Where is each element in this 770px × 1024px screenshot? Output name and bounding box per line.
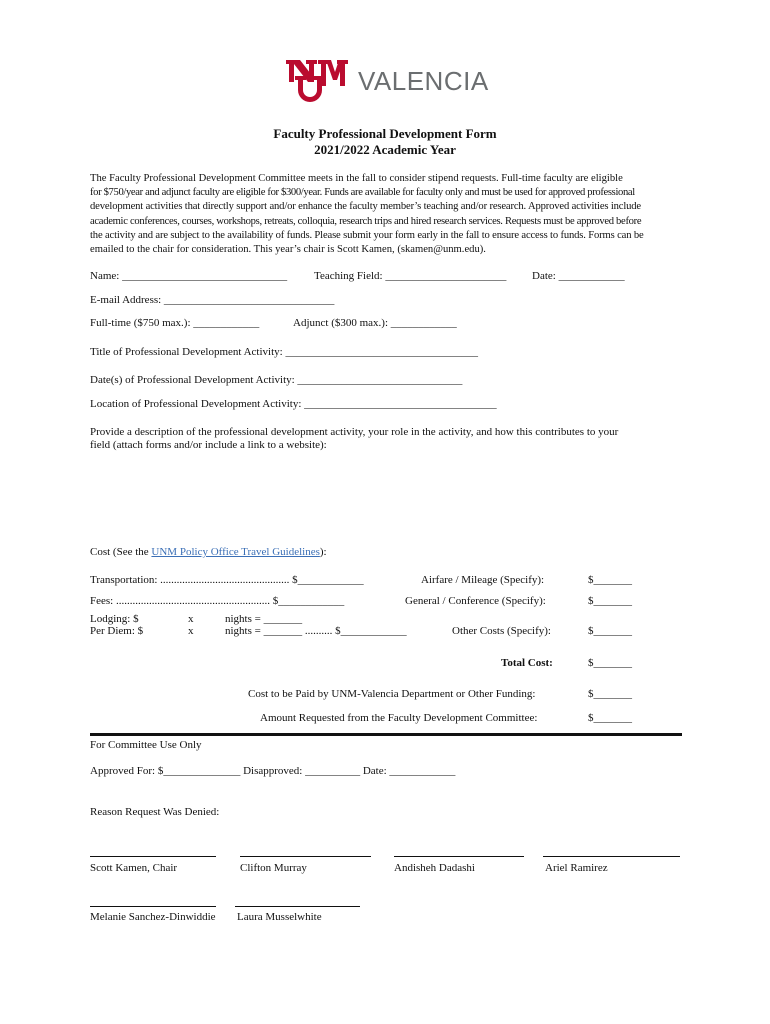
name-field[interactable]: Name: ______________________________ (90, 270, 288, 282)
lodging-nights[interactable]: nights = _______ (225, 613, 303, 625)
section-divider (90, 733, 682, 736)
intro-line: emailed to the chair for consideration. This year’s chair is Scott Kamen, (skamen@unm.edu). (90, 244, 486, 256)
other-label: Other Costs (Specify): (452, 625, 551, 637)
member-name: Scott Kamen, Chair (90, 862, 178, 874)
adjunct-field[interactable]: Adjunct ($300 max.): ____________ (293, 317, 457, 329)
signature-line[interactable] (90, 906, 216, 907)
logo-valencia-text: VALENCIA (358, 65, 489, 96)
general-amount[interactable]: $_______ (588, 595, 632, 607)
dept-funding-label: Cost to be Paid by UNM-Valencia Department or Other Funding: (248, 688, 536, 700)
academic-year: 2021/2022 Academic Year (314, 142, 456, 157)
intro-line: development activities that directly support and/or enhance the faculty member’s teaching and/or research. Approved activities include (90, 201, 641, 213)
cost-heading-prefix: Cost (See the (90, 546, 152, 558)
member-name: Laura Musselwhite (237, 911, 322, 923)
lodging-label[interactable]: Lodging: $ (90, 613, 139, 625)
per-diem-nights[interactable]: nights = _______ .......... $____________ (225, 625, 407, 637)
transportation-line[interactable]: Transportation: ............................................... $____________ (90, 574, 364, 586)
signature-line[interactable] (90, 856, 216, 857)
travel-guidelines-link[interactable]: UNM Policy Office Travel Guidelines (151, 546, 320, 558)
unm-valencia-logo (284, 58, 489, 104)
approval-line[interactable]: Approved For: $______________ Disapproved: __________ Date: ____________ (90, 765, 456, 777)
email-field[interactable]: E-mail Address: _______________________________ (90, 294, 335, 306)
per-diem-label[interactable]: Per Diem: $ (90, 625, 144, 637)
intro-line: the activity and are subject to the availability of funds. Please submit your form early in the fall to ensure access to funds. Forms can be (90, 229, 644, 241)
description-prompt-2: field (attach forms and/or include a link to a website): (90, 439, 327, 451)
lodging-x: x (188, 613, 194, 625)
activity-dates-field[interactable]: Date(s) of Professional Development Activity: ______________________________ (90, 374, 463, 386)
signature-line[interactable] (394, 856, 524, 857)
dept-funding-amount[interactable]: $_______ (588, 688, 632, 700)
member-name: Melanie Sanchez-Dinwiddie (90, 911, 216, 923)
signature-line[interactable] (240, 856, 371, 857)
unm-logo-icon (284, 58, 350, 104)
intro-line: for $750/year and adjunct faculty are eligible for $300/year. Funds are available for faculty only and must be used for approved professional (90, 187, 635, 199)
cost-heading-suffix: ): (319, 546, 327, 558)
airfare-amount[interactable]: $_______ (588, 574, 632, 586)
per-diem-x: x (188, 625, 194, 637)
other-amount[interactable]: $_______ (588, 625, 632, 637)
date-field[interactable]: Date: ____________ (532, 270, 625, 282)
activity-title-field[interactable]: Title of Professional Development Activity: ___________________________________ (90, 346, 478, 358)
form-title: Faculty Professional Development Form (273, 126, 497, 141)
fees-line[interactable]: Fees: ........................................................ $____________ (90, 595, 345, 607)
intro-line: The Faculty Professional Development Committee meets in the fall to consider stipend requests. Full-time faculty are eligible (90, 173, 623, 184)
total-amount[interactable]: $_______ (588, 657, 632, 669)
cost-heading (90, 546, 327, 559)
airfare-label: Airfare / Mileage (Specify): (421, 574, 545, 586)
denial-reason-label: Reason Request Was Denied: (90, 806, 220, 818)
description-prompt: Provide a description of the professional development activity, your role in the activity, and how this contributes to your (90, 426, 619, 438)
committee-heading: For Committee Use Only (90, 739, 202, 751)
member-name: Andisheh Dadashi (394, 862, 475, 874)
member-name: Ariel Ramirez (545, 862, 608, 874)
general-label: General / Conference (Specify): (405, 595, 546, 607)
teaching-field[interactable]: Teaching Field: ______________________ (314, 270, 507, 282)
fulltime-field[interactable]: Full-time ($750 max.): ____________ (90, 317, 260, 329)
activity-location-field[interactable]: Location of Professional Development Activity: ___________________________________ (90, 398, 497, 410)
total-label: Total Cost: (501, 657, 553, 669)
signature-line[interactable] (235, 906, 360, 907)
requested-label: Amount Requested from the Faculty Development Committee: (260, 712, 538, 724)
member-name: Clifton Murray (240, 862, 307, 874)
signature-line[interactable] (543, 856, 680, 857)
intro-line: academic conferences, courses, workshops, retreats, colloquia, research trips and hired research services. Requests must be approved before (90, 215, 642, 227)
intro-paragraph (90, 172, 676, 257)
requested-amount[interactable]: $_______ (588, 712, 632, 724)
